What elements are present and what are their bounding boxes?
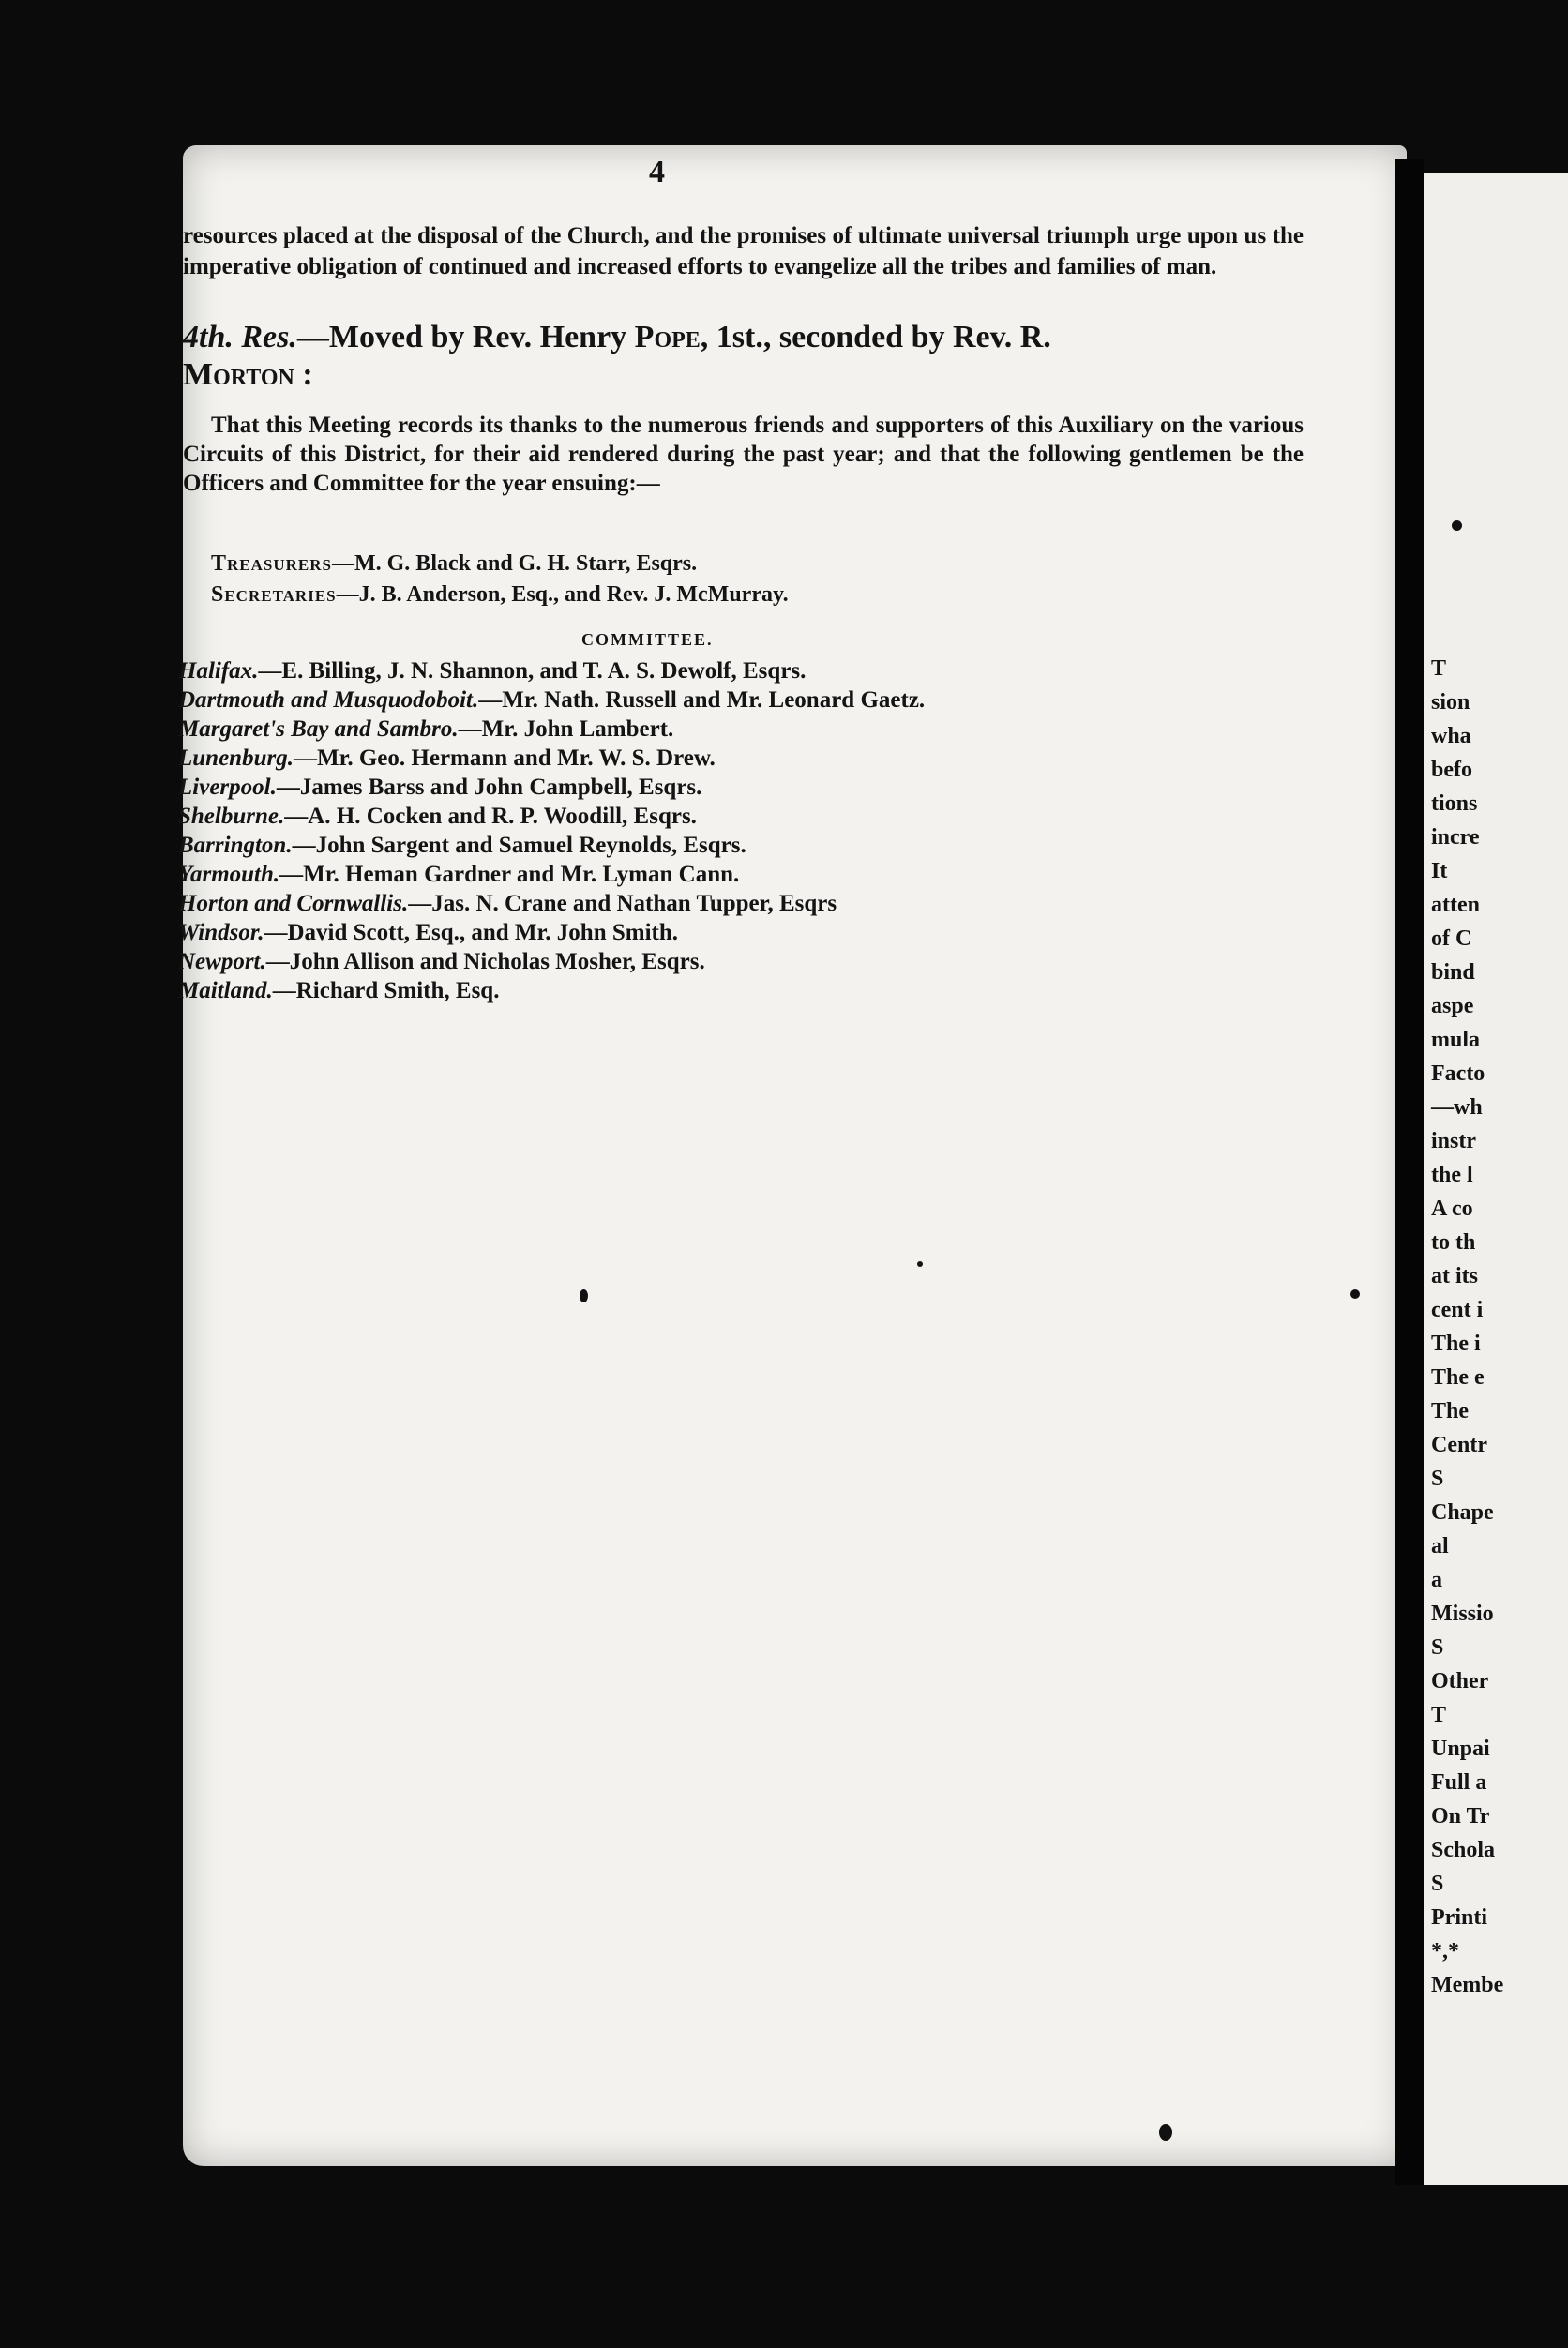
right-page-line: al (1431, 1534, 1449, 1558)
committee-row (178, 889, 1116, 918)
committee-row (178, 744, 1116, 773)
right-page-line: T (1431, 1703, 1447, 1727)
right-page-line: bind (1431, 960, 1475, 985)
right-page-line: Printi (1431, 1905, 1487, 1930)
right-page-line: sion (1431, 690, 1470, 715)
book-gutter (1395, 159, 1424, 2185)
resolution-number: 4th. Res. (183, 320, 297, 354)
right-page-line: the l (1431, 1163, 1473, 1187)
ink-speck (917, 1261, 923, 1267)
committee-members: —John Sargent and Samuel Reynolds, Esqrs. (292, 833, 746, 858)
right-page-line: S (1431, 1872, 1444, 1896)
officer-role: Treasurers (211, 551, 332, 576)
committee-place: Yarmouth. (178, 862, 280, 887)
committee-members: —John Allison and Nicholas Mosher, Esqrs. (265, 949, 705, 974)
committee-members: —Mr. Geo. Hermann and Mr. W. S. Drew. (293, 745, 716, 771)
right-page-line: The e (1431, 1365, 1485, 1390)
right-page-line: Unpai (1431, 1737, 1490, 1761)
right-page-line: S (1431, 1635, 1444, 1660)
officer-names: —J. B. Anderson, Esq., and Rev. J. McMurray. (336, 582, 789, 607)
intro-paragraph: resources placed at the disposal of the Church, and the promises of ultimate universal triumph urge upon us the imperative obligation of continued and increased efforts to evangelize all the tribes and families of man. (183, 223, 1304, 279)
right-page-line: incre (1431, 825, 1480, 850)
right-page-text (1431, 173, 1503, 2002)
officer-names: —M. G. Black and G. H. Starr, Esqrs. (331, 551, 698, 576)
committee-members: —Mr. Heman Gardner and Mr. Lyman Cann. (279, 862, 740, 887)
committee-row (178, 918, 1116, 947)
committee-row (178, 860, 1116, 889)
committee-place: Maitland. (178, 978, 273, 1003)
right-page-line: It (1431, 859, 1448, 883)
resolution-mover: Pope (634, 320, 701, 354)
right-page-line: Missio (1431, 1602, 1494, 1626)
ink-speck (1350, 1289, 1360, 1299)
right-page-line: —wh (1431, 1095, 1483, 1120)
right-page-line: of C (1431, 926, 1472, 951)
committee-place: Newport. (178, 949, 266, 974)
resolution-moved-prefix: —Moved by Rev. Henry (296, 320, 635, 354)
right-page-line: atten (1431, 893, 1480, 917)
committee-row (178, 976, 1116, 1005)
committee-row (178, 831, 1116, 860)
committee-row (178, 656, 1116, 685)
committee-list (178, 656, 1116, 1005)
right-page-line: The (1431, 1399, 1470, 1423)
ink-speck (1159, 2124, 1172, 2141)
right-page-line: instr (1431, 1129, 1476, 1153)
resolution-moved-suffix: , 1st., seconded by Rev. R. (700, 320, 1051, 354)
right-page-line: *,* (1431, 1939, 1459, 1964)
right-page-line: mula (1431, 1028, 1481, 1052)
right-page-line: tions (1431, 791, 1478, 816)
right-page-line: a (1431, 1568, 1442, 1592)
committee-row (178, 715, 1116, 744)
committee-place: Windsor. (178, 920, 264, 945)
committee-members: —E. Billing, J. N. Shannon, and T. A. S. Dewolf, Esqrs. (258, 658, 807, 684)
right-page-line: On Tr (1431, 1804, 1490, 1829)
committee-place: Margaret's Bay and Sambro. (178, 716, 459, 742)
right-page-line: The i (1431, 1332, 1481, 1356)
right-page-line: cent i (1431, 1298, 1484, 1322)
resolution-heading (183, 319, 1304, 394)
resolution-body: That this Meeting records its thanks to the numerous friends and supporters of this Auxiliary on the various Circuits of this District, for their aid rendered during the past year; and that the following gentlemen be the Officers and Committee for the year ensuing:— (183, 413, 1304, 496)
committee-place: Dartmouth and Musquodoboit. (178, 687, 479, 713)
committee-heading: COMMITTEE. (581, 630, 714, 649)
committee-place: Halifax. (178, 658, 259, 684)
right-page-line: Centr (1431, 1433, 1487, 1457)
committee-members: —James Barss and John Campbell, Esqrs. (276, 775, 702, 800)
officer-row (183, 549, 1304, 579)
right-page-line: Other (1431, 1669, 1489, 1693)
officers-list (183, 549, 1304, 610)
right-page-line: aspe (1431, 994, 1474, 1018)
right-page-line: S (1431, 1467, 1444, 1491)
right-page-line: Facto (1431, 1061, 1485, 1086)
committee-members: —Mr. John Lambert. (458, 716, 674, 742)
committee-row (178, 685, 1116, 715)
committee-place: Lunenburg. (178, 745, 294, 771)
committee-members: —Richard Smith, Esq. (272, 978, 500, 1003)
ink-speck (580, 1289, 588, 1302)
resolution-seconder: Morton : (183, 357, 313, 392)
right-page-line: Schola (1431, 1838, 1496, 1862)
right-page-line: A co (1431, 1197, 1473, 1221)
committee-place: Barrington. (178, 833, 293, 858)
officer-row (183, 579, 1304, 610)
right-page-line: at its (1431, 1264, 1478, 1288)
committee-members: —David Scott, Esq., and Mr. John Smith. (264, 920, 679, 945)
ink-speck (1452, 520, 1462, 531)
committee-members: —A. H. Cocken and R. P. Woodill, Esqrs. (284, 804, 697, 829)
right-page-line: Full a (1431, 1770, 1487, 1795)
committee-place: Shelburne. (178, 804, 285, 829)
right-page-line: Membe (1431, 1973, 1504, 1997)
right-page-line: T (1431, 656, 1447, 681)
right-page-line: befo (1431, 758, 1472, 782)
committee-members: —Jas. N. Crane and Nathan Tupper, Esqrs (408, 891, 837, 916)
committee-members: —Mr. Nath. Russell and Mr. Leonard Gaetz. (478, 687, 926, 713)
committee-place: Horton and Cornwallis. (178, 891, 409, 916)
right-page-line: wha (1431, 724, 1471, 748)
right-page-fragment (1424, 173, 1568, 2185)
right-page-line: to th (1431, 1230, 1476, 1255)
committee-row (178, 802, 1116, 831)
officer-role: Secretaries (211, 582, 337, 607)
committee-row (178, 947, 1116, 976)
page-number: 4 (649, 155, 665, 189)
right-page-line: Chape (1431, 1500, 1494, 1525)
committee-row (178, 773, 1116, 802)
committee-place: Liverpool. (178, 775, 277, 800)
